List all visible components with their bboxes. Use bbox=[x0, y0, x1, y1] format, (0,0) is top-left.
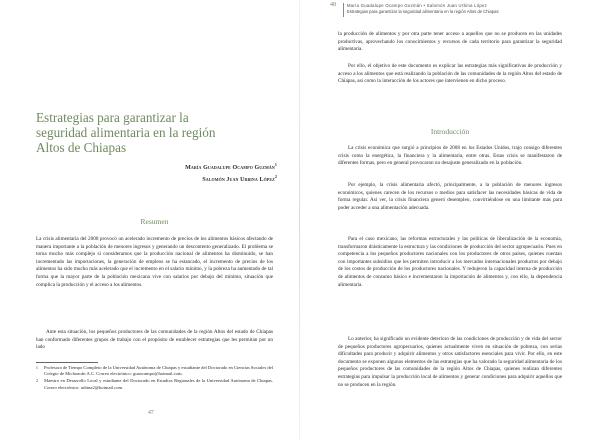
running-head-title: Estrategias para garantizar la seguridad alimentaria en la región Altos de Chiapas bbox=[347, 9, 499, 15]
author-list bbox=[185, 161, 277, 184]
author-line bbox=[185, 173, 277, 185]
footnote-text: Profesora de Tiempo Completo de la Universidad Autónoma de Chiapas y estudiante del Doctorado en Ciencias Sociales del Colegio de Michoacán A.C. Correo electrónico: guaocampo@hotmail.com. bbox=[44, 365, 274, 377]
right-page bbox=[300, 0, 600, 440]
running-head-rule bbox=[343, 3, 344, 17]
footnote-text: Maestro en Desarrollo Local y estudiante del Doctorado en Estudios Regionales de la Universidad Autónoma de Chiapas. Correo electrónico: urbina2@hotmail.com. bbox=[44, 378, 273, 390]
body-paragraph: Para el caso mexicano, las reformas estructurales y las políticas de liberalización de la economía, transformaron drásticamente la estructura y las condiciones de producción del sector agropecuario. Pues en competencia a los pequeños productores nacionales con los productores de otros países, quienes cuentan con importantes subsidios que les permiten introducir a los mercados internacionales productos por debajo de los costos de producción de los productores nacionales. Y redujeron la capacidad interna de producción de alimentos de consumo básico e incrementaron la importación de alimentos y, con ello, la dependencia alimentaria. bbox=[338, 236, 562, 288]
abstract-paragraph: Ante esta situación, los pequeños productores de las comunidades de la región Altos del estado de Chiapas han conformado diferentes grupos de trabajo con el propósito de establecer estrategias que les permitan por un lado bbox=[36, 329, 273, 351]
page-number: 48 bbox=[330, 2, 336, 8]
article-title: Estrategias para garantizar la seguridad alimentaria en la región Altos de Chiapas bbox=[36, 110, 216, 155]
author-name: Salomón Juan Urbina López bbox=[202, 176, 275, 183]
footnote bbox=[36, 378, 273, 391]
footnote bbox=[36, 365, 273, 378]
footnote-mark: 2 bbox=[36, 379, 38, 384]
author-name: María Guadalupe Ocampo Guzmán bbox=[185, 165, 275, 171]
author-footnote-mark: 1 bbox=[274, 162, 277, 167]
body-paragraph: Por ejemplo, la crisis alimentaria afectó, principalmente, a la población de menores ingresos económicos, quienes carecen de los recursos o medios para satisfacer las necesidades básicas de vida de forma regular. Así ver, la crisis financiera generó desempleo, convirtiéndose en una limitante más para poder acceder a una alimentación adecuada. bbox=[338, 182, 562, 211]
body-paragraph: Por ello, el objetivo de este documento es explicar las estrategias más significativas de producción y acceso a los alimentos que está realizando la población de las comunidades de la región Altos del estado de Chiapas, así como la interacción de los actores que intervienen en dicho proceso. bbox=[338, 63, 562, 85]
footnote-mark: 1 bbox=[36, 366, 38, 370]
abstract-paragraph: La crisis alimentaria del 2008 provocó un acelerado incremento de precios de los alimentos básicos afectando de manera importante a la población de menores ingresos y generando un descontento generalizado. El problema se torna mucho más complejo si consideramos que la producción nacional de alimentos ha disminuido, se han incrementado las importaciones, la generación de empleos se ha estancado, el incremento de precios de los alimentos ha sido mucho más acelerado que el incremento en el salario mínimo, y la pobreza ha aumentado de tal forma que la mayor parte de la población mexicana vive con salarios por debajo del mínimo, situación que complica la producción y el acceso a los alimentos. bbox=[36, 236, 273, 288]
footnote-divider bbox=[36, 362, 98, 363]
author-line bbox=[185, 161, 277, 173]
section-heading: Introducción bbox=[430, 127, 470, 136]
body-paragraph: la producción de alimentos y por otra parte tener acceso a aquellos que no se producen en las unidades productivas, aprovechando los conocimientos y recursos de cada territorio para garantizar la seguridad alimentaria. bbox=[338, 31, 562, 53]
running-head bbox=[347, 3, 587, 16]
body-paragraph: La crisis económica que surgió a principios de 2008 en los Estados Unidos, trajo consigo diferentes crisis como la energética, la financiera y la alimentaria, entre otras. Estas crisis se manifestaron de diferentes formas, pero en general provocaron un desajuste generalizado en la población. bbox=[338, 145, 562, 167]
page-number: 47 bbox=[148, 410, 154, 416]
footnotes bbox=[36, 365, 273, 392]
body-paragraph: Lo anterior, ha significado un evidente deterioro de las condiciones de producción y de vida del sector de pequeños productores agropecuarios, quienes actualmente viven en situación de pobreza, con serias dificultades para producir y adquirir alimentos y otros satisfactores esenciales para vivir. Por ello, en este documento se exponen algunos elementos de las estrategias que ha valorado la seguridad alimentaria de los pequeños productores de las comunidades de la región Altos de Chiapas, quienes realizan diferentes estrategias para impulsar la producción local de alimentos y generar condiciones para adquirir aquellos que no se producen en la región. bbox=[338, 336, 562, 388]
abstract-heading: Resumen bbox=[140, 217, 169, 226]
running-head-authors: María Guadalupe Ocampo Guzmán • Salomón Juan Urbina López bbox=[347, 3, 488, 8]
author-footnote-mark: 2 bbox=[274, 173, 277, 179]
